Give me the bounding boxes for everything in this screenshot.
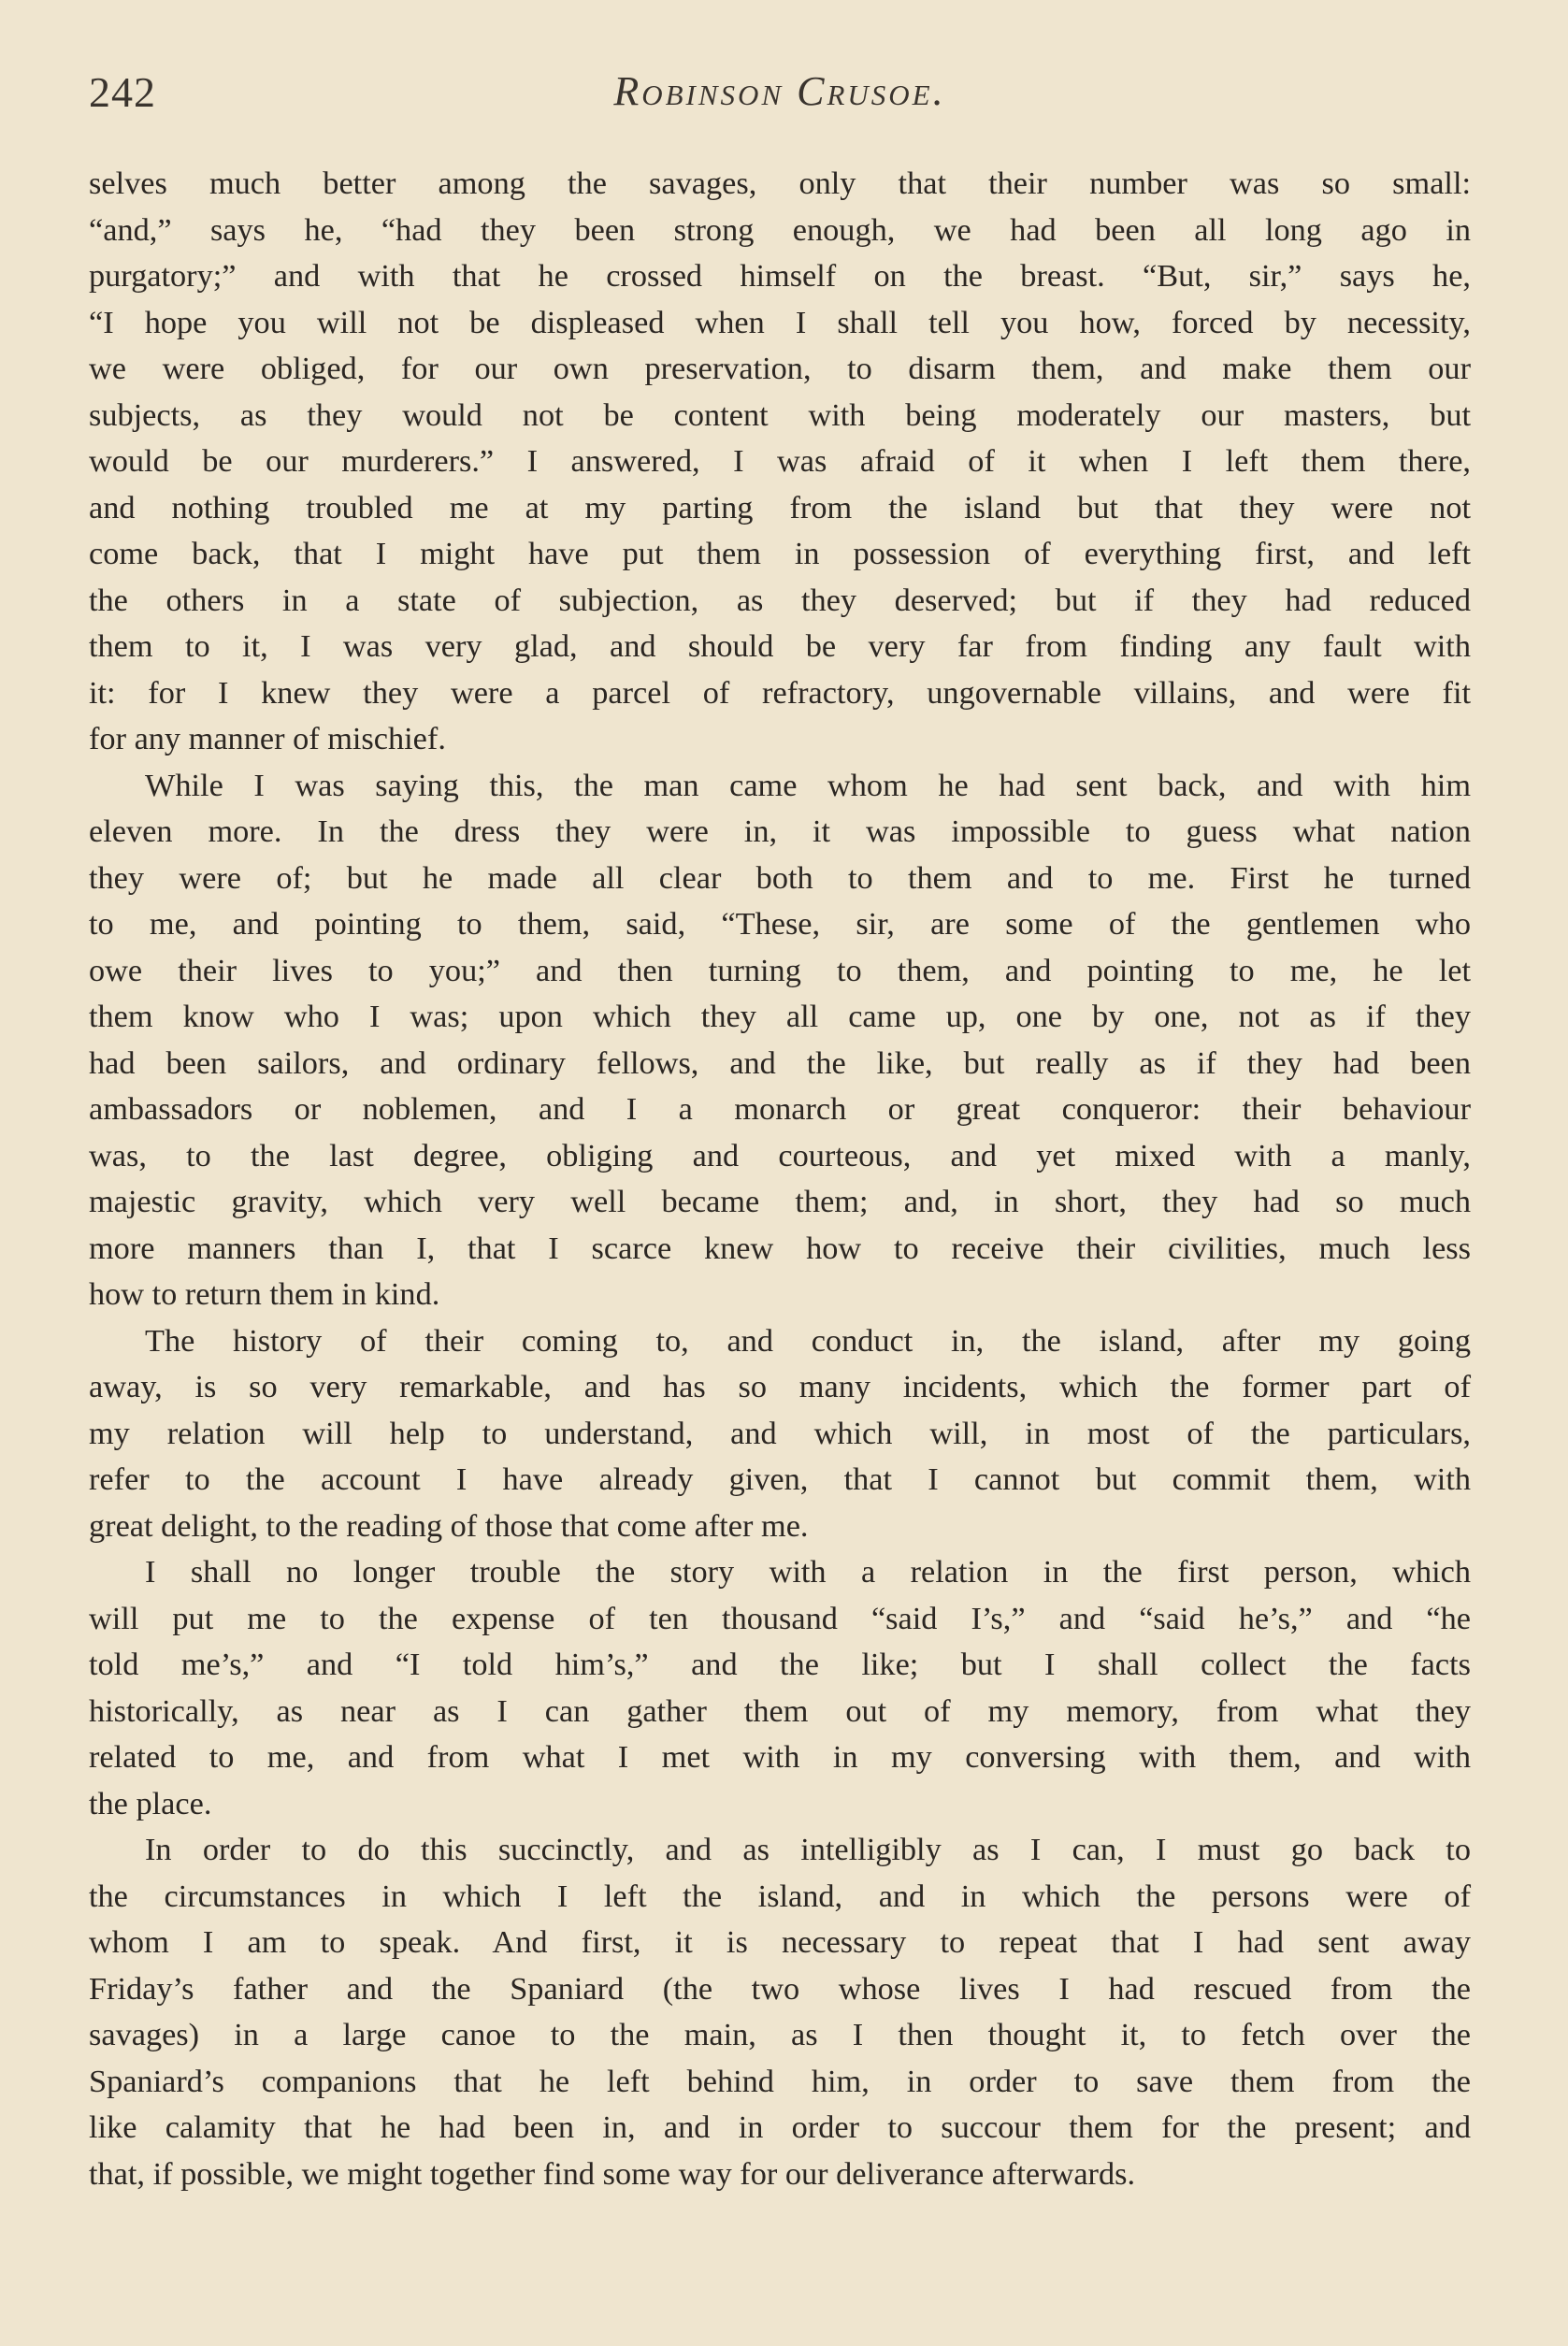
text-line: to me, and pointing to them, said, “These, sir, are some of the gentlemen who (89, 906, 1471, 942)
text-line: While I was saying this, the man came whom he had sent back, and with him (145, 767, 1471, 803)
text-line: them know who I was; upon which they all came up, one by one, not as if they (89, 999, 1471, 1034)
body-text (89, 161, 1471, 2197)
text-line: more manners than I, that I scarce knew how to receive their civilities, much less (89, 1230, 1471, 1266)
text-line: the place. (89, 1785, 212, 1821)
text-line: the others in a state of subjection, as they deserved; but if they had reduced (89, 582, 1471, 618)
text-line: majestic gravity, which very well became them; and, in short, they had so much (89, 1184, 1471, 1219)
text-line: and nothing troubled me at my parting from the island but that they were not (89, 489, 1471, 525)
text-line: selves much better among the savages, only that their number was so small: (89, 166, 1471, 201)
text-line: “and,” says he, “had they been strong enough, we had been all long ago in (89, 211, 1471, 248)
text-line: away, is so very remarkable, and has so many incidents, which the former part of (89, 1369, 1471, 1404)
text-line: like calamity that he had been in, and in order to succour them for the present; and (89, 2109, 1471, 2145)
text-line: Friday’s father and the Spaniard (the two whose lives I had rescued from the (89, 1970, 1471, 2007)
text-line: purgatory;” and with that he crossed himself on the breast. “But, sir,” says he, (89, 258, 1471, 294)
text-line: would be our murderers.” I answered, I was afraid of it when I left them there, (89, 443, 1471, 479)
text-line: savages) in a large canoe to the main, as I then thought it, to fetch over the (89, 2017, 1471, 2052)
text-line: they were of; but he made all clear both to them and to me. First he turned (89, 859, 1471, 896)
text-line: The history of their coming to, and conduct in, the island, after my going (145, 1322, 1471, 1359)
text-line: how to return them in kind. (89, 1276, 440, 1312)
text-line: I shall no longer trouble the story with a relation in the first person, which (145, 1554, 1471, 1590)
text-line: “I hope you will not be displeased when I shall tell you how, forced by necessity, (89, 304, 1471, 340)
text-line: had been sailors, and ordinary fellows, and the like, but really as if they had been (89, 1044, 1471, 1081)
text-line: related to me, and from what I met with in my conversing with them, and with (89, 1739, 1471, 1775)
text-line: for any manner of mischief. (89, 721, 446, 756)
text-line: eleven more. In the dress they were in, it was impossible to guess what nation (89, 813, 1471, 849)
text-line: owe their lives to you;” and then turning to them, and pointing to me, he let (89, 952, 1471, 988)
text-line: that, if possible, we might together find some way for our deliverance afterwards. (89, 2155, 1136, 2192)
text-line: Spaniard’s companions that he left behind him, in order to save them from the (89, 2063, 1471, 2099)
text-line: historically, as near as I can gather them out of my memory, from what they (89, 1692, 1471, 1729)
page-header (89, 67, 1471, 123)
text-line: was, to the last degree, obliging and courteous, and yet mixed with a manly, (89, 1137, 1471, 1173)
text-line: whom I am to speak. And first, it is necessary to repeat that I had sent away (89, 1924, 1471, 1960)
text-line: them to it, I was very glad, and should be very far from finding any fault with (89, 628, 1471, 664)
text-line: great delight, to the reading of those that come after me. (89, 1507, 809, 1544)
text-line: told me’s,” and “I told him’s,” and the like; but I shall collect the facts (89, 1647, 1471, 1682)
text-line: refer to the account I have already given, that I cannot but commit them, with (89, 1461, 1471, 1497)
text-line: we were obliged, for our own preservation, to disarm them, and make them our (89, 351, 1471, 386)
text-line: In order to do this succinctly, and as intelligibly as I can, I must go back to (145, 1832, 1471, 1867)
text-line: the circumstances in which I left the island, and in which the persons were of (89, 1878, 1471, 1914)
text-line: my relation will help to understand, and which will, in most of the particulars, (89, 1415, 1471, 1451)
running-title: Robinson Crusoe. (613, 68, 946, 114)
text-line: ambassadors or noblemen, and I a monarch or great conqueror: their behaviour (89, 1091, 1471, 1127)
text-line: will put me to the expense of ten thousand “said I’s,” and “said he’s,” and “he (89, 1600, 1471, 1636)
text-line: come back, that I might have put them in possession of everything first, and left (89, 536, 1471, 571)
page-number: 242 (89, 68, 156, 116)
text-line: subjects, as they would not be content with being moderately our masters, but (89, 396, 1471, 433)
text-line: it: for I knew they were a parcel of refractory, ungovernable villains, and were fit (89, 674, 1471, 711)
